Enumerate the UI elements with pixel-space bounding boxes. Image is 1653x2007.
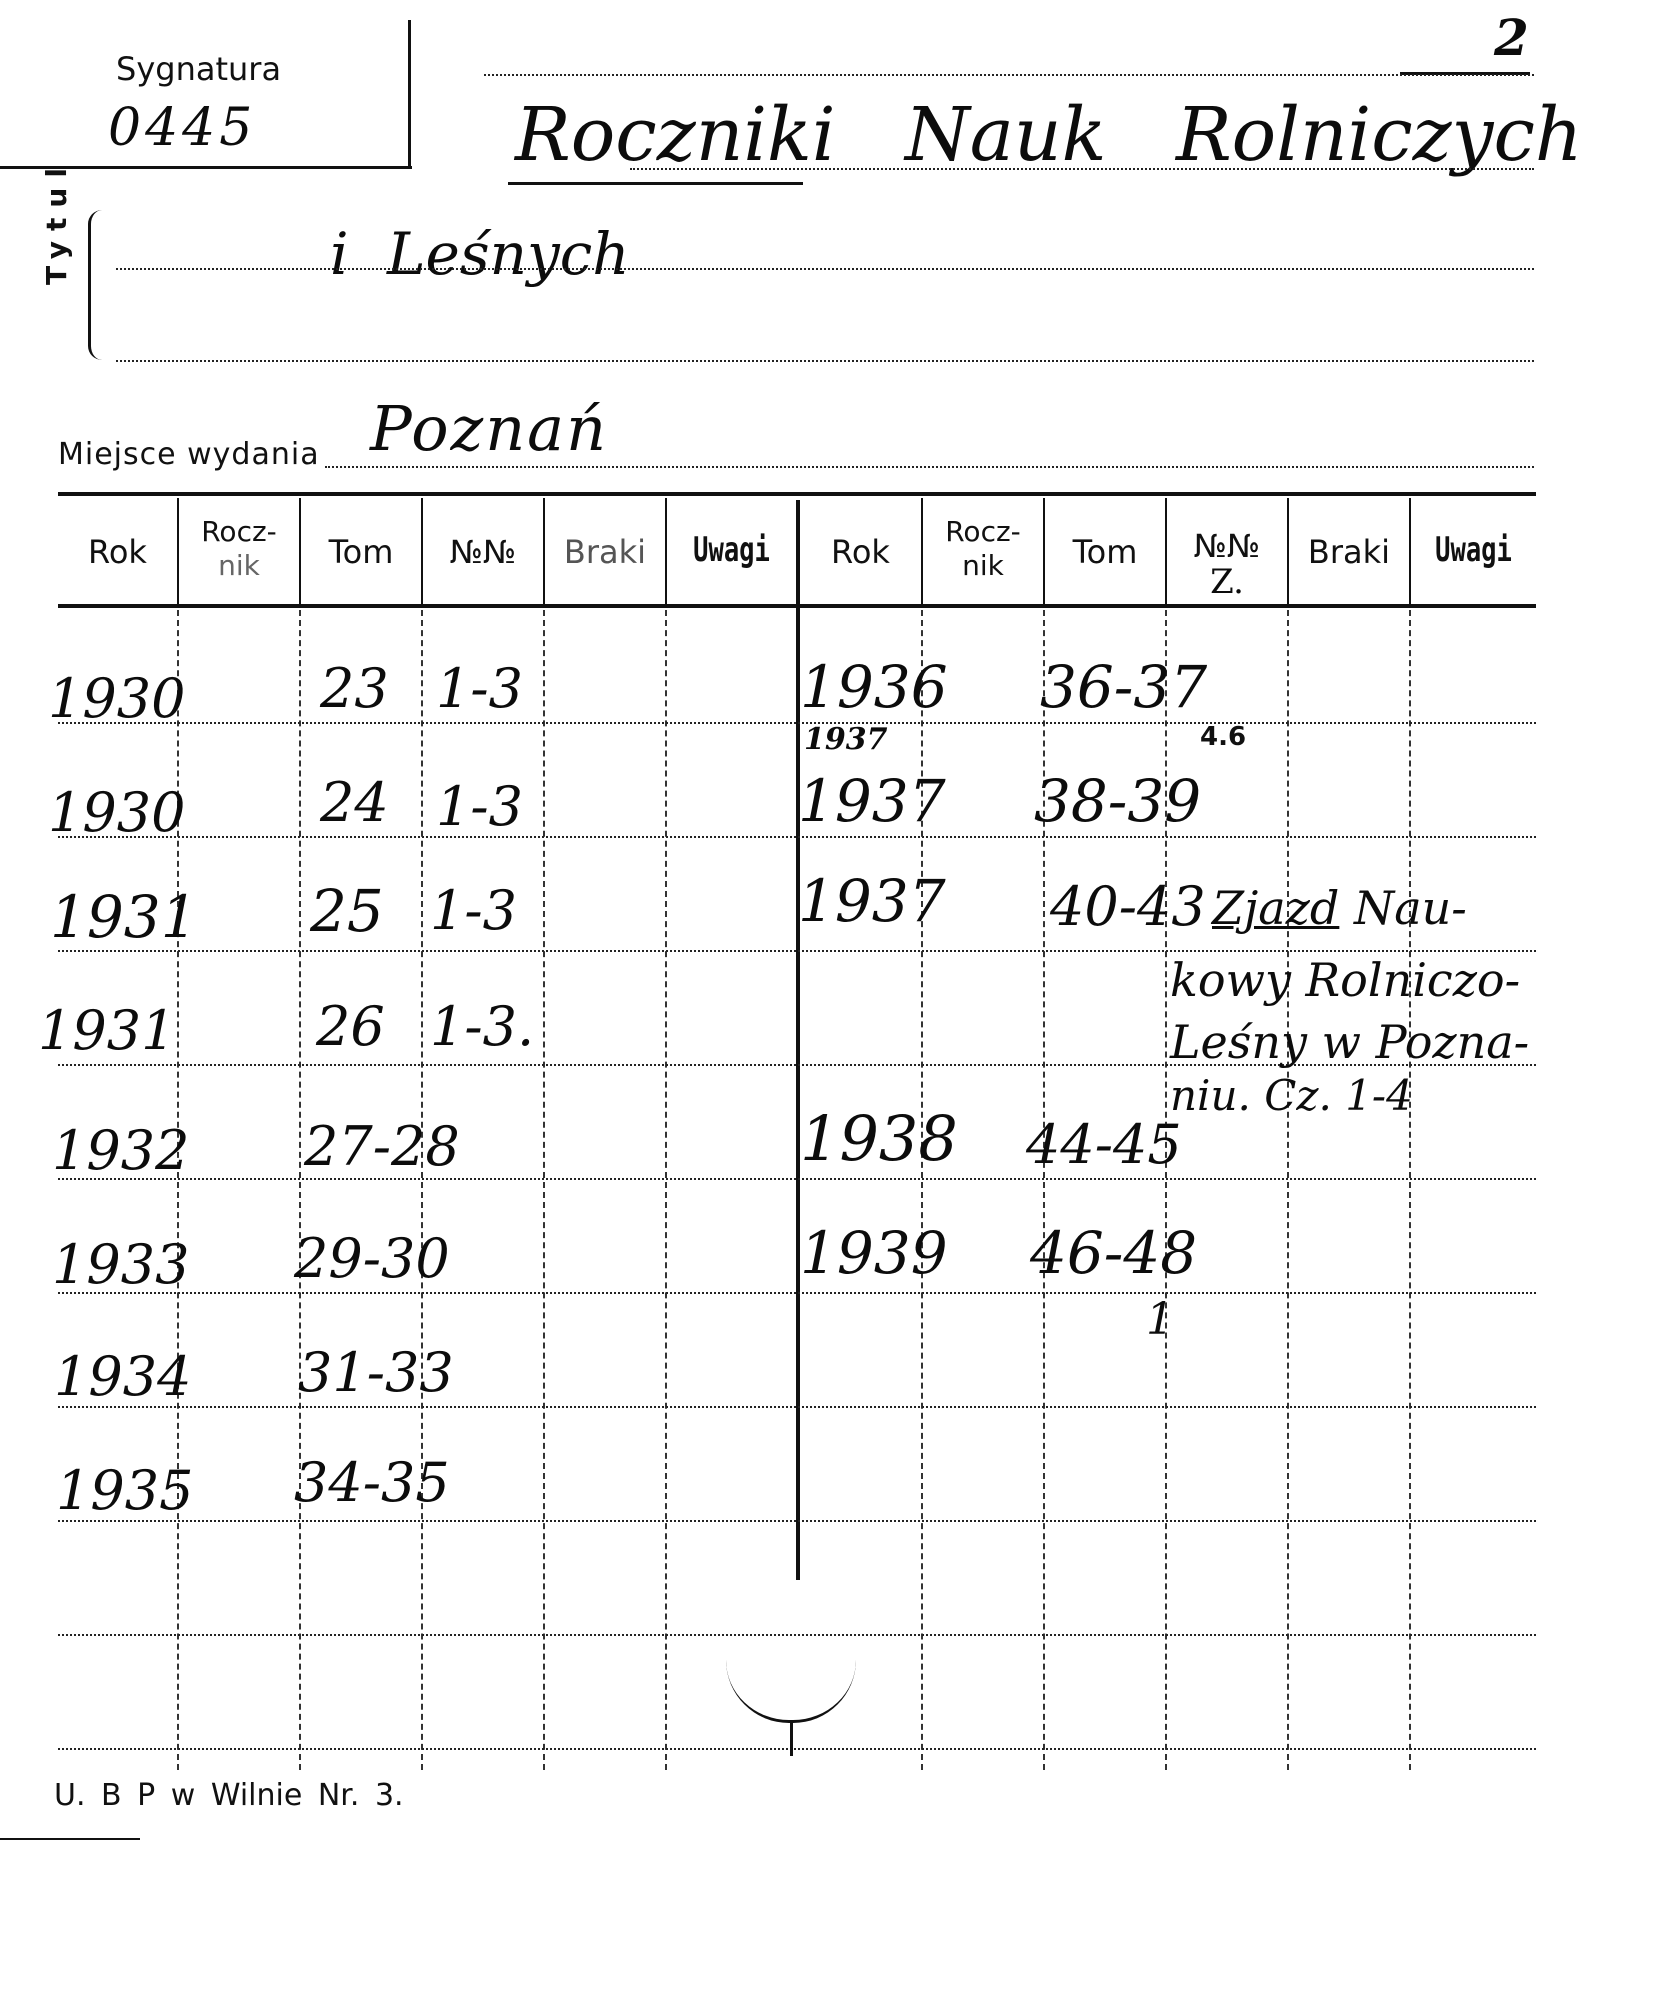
left-rok: 1933 [52,1233,190,1296]
sygnatura-box-right [408,20,411,168]
note-line1-underlined: Zjazd [1212,881,1340,935]
left-nr: 1-3 [436,775,523,838]
left-tom: 26 [316,995,385,1058]
note-line1 [1212,881,1467,935]
left-nr: 1-3 [430,879,517,942]
title-underline [508,182,803,185]
footer-imprint: U. B P w Wilnie Nr. 3. [54,1778,404,1813]
hdr-divider [665,498,667,604]
hdr-braki: Braki [1307,533,1391,571]
hdr-rocznik-top: Rocz- [201,515,277,548]
left-rok: 1931 [38,999,176,1062]
note-line3: Leśny w Pozna- [1170,1015,1530,1069]
sygnatura-value: 0445 [108,98,257,158]
right-tom: 44-45 [1026,1113,1182,1176]
card-edge-line [0,1838,140,1840]
binding-hole-stem [790,1720,793,1756]
hdr-rok: Rok [88,533,147,571]
row-line [58,1178,1536,1180]
hdr-braki: Braki [563,533,647,571]
col-divider [1409,610,1411,1770]
row-line [58,950,1536,952]
col-divider [1287,610,1289,1770]
page-number: 2 [1494,8,1529,67]
note-line1-rest: Nau- [1339,881,1467,935]
title-line1: Roczniki Nauk Rolniczych [515,92,1583,178]
table-top-rule [58,492,1536,496]
title-line2: i Leśnych [330,220,630,288]
hdr-rocznik-top: Rocz- [945,515,1021,548]
miejsce-value: Poznań [370,392,609,465]
tytul-label: Tytul [40,158,73,285]
right-tom: 46-48 [1030,1219,1198,1287]
left-nr: 1-3 [436,657,523,720]
right-rok: 1937 [798,867,946,935]
left-tom: 34-35 [294,1451,450,1514]
hdr-divider [1409,498,1411,604]
title-dotline-0 [484,74,1534,76]
row-line [58,1292,1536,1294]
hdr-rocznik-bottom: nik [218,549,260,582]
col-divider [543,610,545,1770]
right-tom: 38-39 [1034,767,1202,835]
right-rok: 1939 [800,1219,948,1287]
note-line4: niu. Cz. 1-4 [1170,1071,1413,1120]
left-tom: 29-30 [294,1227,450,1290]
row-line [58,1406,1536,1408]
hdr-tom: Tom [328,533,394,571]
left-tom: 31-33 [298,1341,454,1404]
left-tom: 23 [320,657,389,720]
left-tom: 24 [320,771,389,834]
row-line [58,1748,1536,1750]
left-rok: 1930 [48,781,186,844]
sygnatura-label: Sygnatura [116,50,282,88]
right-extra: 1 [1146,1294,1174,1345]
left-rok: 1934 [54,1345,192,1408]
hdr-nrnr: №№ [1193,527,1261,565]
right-tom: 36-37 [1040,653,1208,721]
row-line [58,722,1536,724]
hdr-nrnr: №№ [449,533,517,571]
hdr-rok: Rok [831,533,890,571]
row-line [58,1634,1536,1636]
note-line2: kowy Rolniczo- [1170,953,1521,1007]
left-rok: 1932 [52,1119,190,1182]
title-dotline-3 [116,360,1534,362]
left-tom: 25 [310,877,384,945]
tytul-brace [88,210,107,360]
hdr-divider [921,498,923,604]
row-line [58,1520,1536,1522]
right-extra: 4.6 [1200,722,1247,752]
hdr-nrnr-sub: Z. [1210,562,1244,602]
hdr-uwagi: Uwagi [693,530,770,570]
left-rok: 1935 [56,1459,194,1522]
left-tom: 27-28 [304,1115,460,1178]
left-nr: 1-3. [430,995,535,1058]
right-tom: 40-43 [1050,875,1206,938]
col-divider [665,610,667,1770]
left-rok: 1930 [48,667,186,730]
miejsce-dotline [325,466,1534,468]
left-rok: 1931 [50,883,198,951]
miejsce-label: Miejsce wydania [58,437,320,472]
right-rok: 1936 [800,653,948,721]
hdr-tom: Tom [1072,533,1138,571]
hdr-uwagi: Uwagi [1435,530,1512,570]
hdr-divider [177,498,179,604]
col-divider [299,610,301,1770]
hdr-rocznik-bottom: nik [962,549,1004,582]
right-rok: 1938 [800,1102,958,1175]
binding-hole-arc [726,1660,856,1723]
col-divider [421,610,423,1770]
right-rok: 1937 [798,767,946,835]
title-dotline-1 [630,168,1534,170]
title-dotline-2 [116,268,1534,270]
right-rok-small: 1937 [804,722,888,757]
row-line [58,836,1536,838]
